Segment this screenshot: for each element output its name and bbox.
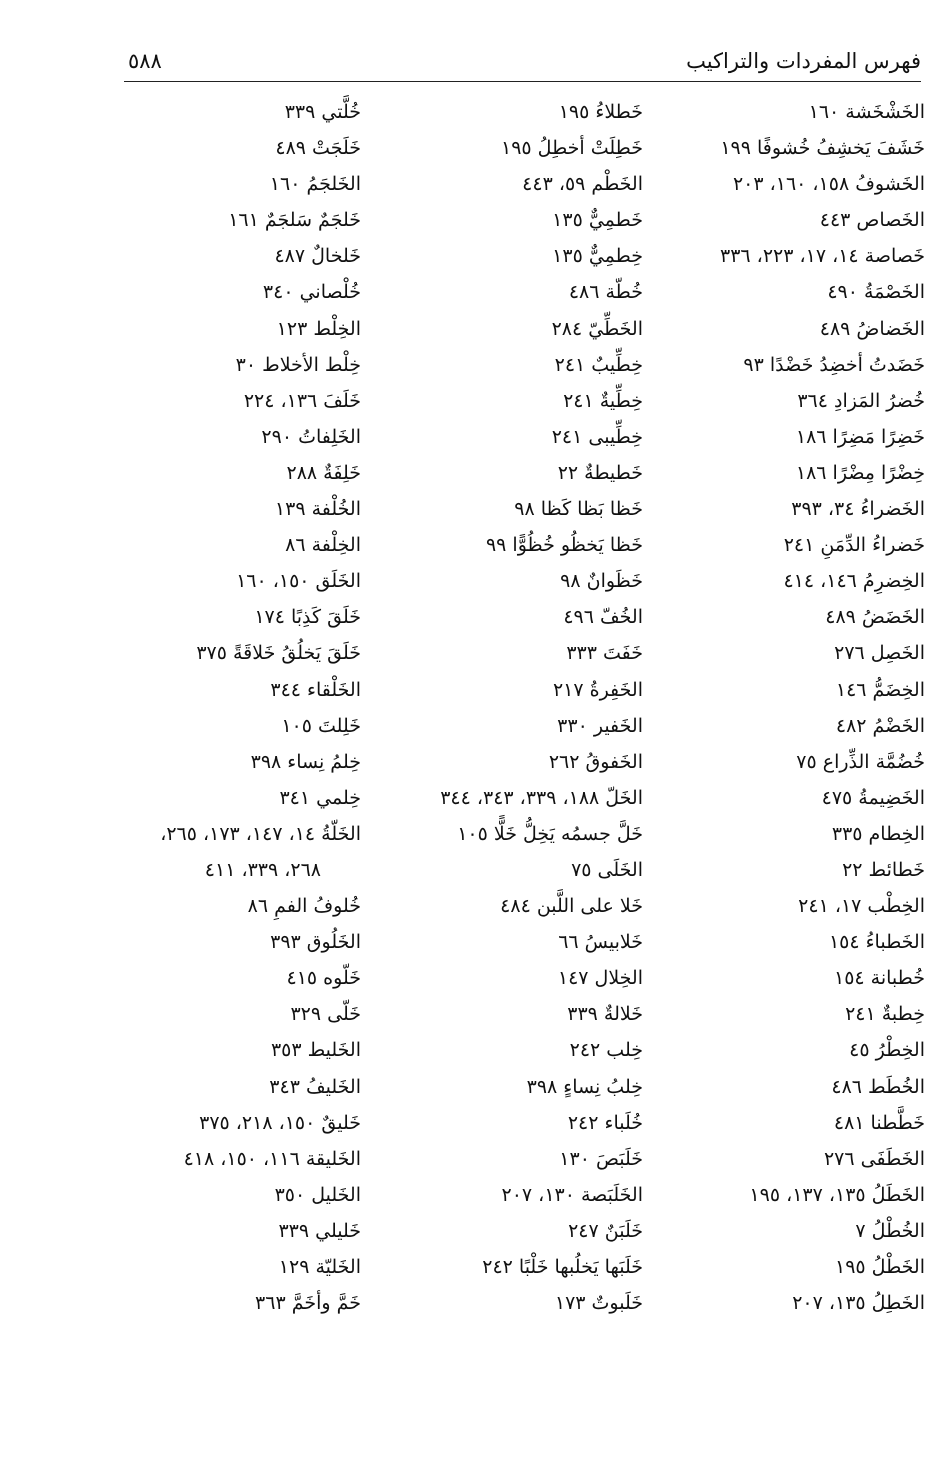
index-entry: خِلْط الأخلاط ٣٠: [235, 353, 361, 376]
index-entry: خُضُمَّة الذِّراع ٧٥: [796, 750, 925, 773]
index-entry: الخَفوقُ ٢٦٢: [548, 750, 643, 773]
index-entry: الخَطْلُ ١٩٥: [835, 1256, 925, 1278]
index-entry: خَلَبَها يَخلُبها خَلْبًا ٢٤٢: [482, 1256, 643, 1278]
index-entry: خَليلي ٣٣٩: [278, 1219, 361, 1242]
index-entry: خِلمُ نِساء ٣٩٨: [250, 750, 361, 773]
index-entry: الخَطِّيّ ٢٨٤: [551, 317, 643, 340]
index-entry: الخَلجَمُ ١٦٠: [269, 173, 361, 196]
index-entry: الخَطباءُ ١٥٤: [828, 931, 925, 954]
index-entry: الخَطِلُ ١٣٥، ٢٠٧: [792, 1292, 925, 1315]
index-entry: الخَليفُ ٣٤٣: [269, 1075, 361, 1098]
index-entry: الخَليّة ١٢٩: [278, 1256, 361, 1278]
index-entry: خَظا يَخظُو خُظُوًّا ٩٩: [485, 534, 643, 557]
index-entry: خَلَقَ كَذِبًا ١٧٤: [254, 606, 361, 629]
index-entry: خَلجَمٌ سَلجَمٌ ١٦١: [228, 209, 361, 232]
index-entry: الخَلِفاتُ ٢٩٠: [261, 425, 361, 448]
index-entry: الخِلْفة ٨٦: [285, 534, 361, 557]
index-entry: الخَلَى ٧٥: [571, 858, 643, 881]
index-column-3: [99, 94, 361, 1321]
index-entry: خَلَّ جسمُه يَخِلُّ خَلًّا ١٠٥: [457, 822, 643, 845]
index-entry: خَلّوه ٤١٥: [286, 967, 361, 990]
index-entry: الخَطَلُ ١٣٥، ١٣٧، ١٩٥: [749, 1183, 925, 1206]
index-entry: الخِضَمُّ ١٤٦: [835, 678, 925, 701]
index-entry: خَلَجَتْ ٤٨٩: [275, 137, 361, 160]
index-entry: خِلب ٢٤٢: [569, 1039, 643, 1062]
index-entry: خِلبُ نِساءٍ ٣٩٨: [526, 1075, 643, 1098]
index-entry: خَطيطةٌ ٢٢: [557, 461, 643, 484]
index-entry: خَليقٌ ١٥٠، ٢١٨، ٣٧٥: [199, 1111, 361, 1134]
index-entry: خَطائط ٢٢: [842, 858, 925, 881]
index-entry: خَضَدتُ أخضِدُ خَضْدًا ٩٣: [743, 353, 925, 376]
index-entry: خَظَوانٌ ٩٨: [560, 570, 643, 593]
index-entry: الخَضاضُ ٤٨٩: [819, 317, 925, 340]
index-entry: الخِضرِمُ ١٤٦، ٤١٤: [783, 570, 925, 593]
index-entry: خُلوفُ الفمِ ٨٦: [247, 895, 361, 918]
index-entry: الخَفِرةُ ٢١٧: [552, 678, 643, 701]
index-entry: خُطّة ٤٨٦: [568, 281, 643, 304]
index-entry: خَمَّ وأخَمَّ ٣٦٣: [255, 1292, 361, 1315]
index-entry: الخَصِل ٢٧٦: [834, 642, 925, 665]
index-entry: الخَضَضُ ٤٨٩: [825, 606, 925, 629]
index-entry: خَطِلَتْ أخطِلُ ١٩٥: [501, 137, 643, 160]
index-entry: الخَصْمَةُ ٤٩٠: [827, 281, 925, 304]
index-entry: الخَطْم ٥٩، ٤٤٣: [522, 173, 643, 196]
index-entry: الخَليل ٣٥٠: [274, 1183, 361, 1206]
index-entry: خِطبةٌ ٢٤١: [845, 1003, 925, 1026]
index-entry: ٢٦٨، ٣٣٩، ٤١١: [204, 858, 321, 881]
index-entry: خِضْرًا مِضْرًا ١٨٦: [795, 461, 925, 484]
index-entry: الخُلْفة ١٣٩: [274, 498, 361, 521]
index-entry: الخَشْخَشة ١٦٠: [808, 101, 925, 123]
index-entry: خُلْصاني ٣٤٠: [262, 281, 361, 304]
index-entry: خُضرُ المَزادِ ٣٦٤: [797, 389, 925, 412]
index-entry: خَظا بَظا كَظا ٩٨: [514, 498, 643, 521]
index-entry: خَفَتَ ٣٣٣: [566, 642, 643, 665]
index-entry: خَطَّطنا ٤٨١: [833, 1111, 925, 1134]
index-entry: الخُطَط ٤٨٦: [831, 1075, 925, 1098]
page-number: ٥٨٨: [128, 49, 162, 73]
index-entry: خَلِفَةٌ ٢٨٨: [286, 461, 361, 484]
index-entry: الخِطام ٣٣٥: [831, 822, 925, 845]
index-entry: خَطلاءُ ١٩٥: [558, 101, 643, 123]
index-entry: الخَشوفُ ١٥٨، ١٦٠، ٢٠٣: [732, 173, 925, 196]
index-entry: خِطِّيبى ٢٤١: [551, 425, 643, 448]
index-entry: خُطبانة ١٥٤: [834, 967, 925, 990]
index-entry: خَلّى ٣٢٩: [290, 1003, 361, 1026]
index-entry: الخَضراءُ ٣٤، ٣٩٣: [791, 498, 925, 521]
index-entry: خِطِّيةٌ ٢٤١: [563, 389, 643, 412]
index-entry: خَلابيسُ ٦٦: [558, 931, 643, 954]
index-entry: الخَلّةُ ١٤، ١٤٧، ١٧٣، ٢٦٥،: [160, 822, 361, 845]
index-entry: خَلَقَ يَخلُقُ خَلاقَةً ٣٧٥: [196, 642, 361, 665]
index-entry: الخَلْقاء ٣٤٤: [270, 678, 361, 701]
index-entry: خَلَبوتٌ ١٧٣: [554, 1292, 643, 1315]
index-entry: الخَليط ٣٥٣: [270, 1039, 361, 1062]
index-entry: الخَلّ ١٨٨، ٣٣٩، ٣٤٣، ٣٤٤: [440, 786, 643, 809]
index-columns: [100, 94, 925, 1334]
index-entry: خِطِّيبٌ ٢٤١: [554, 353, 643, 376]
index-entry: خَضِرًا مَضِرًا ١٨٦: [795, 425, 925, 448]
index-column-1: [663, 94, 925, 1321]
index-entry: خُلَباء ٢٤٢: [567, 1111, 643, 1134]
index-column-2: [381, 94, 643, 1321]
index-entry: خَلِلتَ ١٠٥: [281, 714, 361, 737]
index-entry: خَطمِيٌّ ١٣٥: [552, 209, 643, 232]
index-entry: خِلمي ٣٤١: [279, 786, 361, 809]
index-entry: خُلَّتي ٣٣٩: [284, 101, 361, 123]
index-entry: خَلَبَصَ ١٣٠: [559, 1147, 643, 1170]
index-entry: الخَصاص ٤٤٣: [819, 209, 925, 232]
index-entry: الخِلْط ١٢٣: [276, 317, 361, 340]
page-header: [124, 45, 921, 82]
index-entry: الخَضْمُ ٤٨٢: [835, 714, 925, 737]
index-entry: خَلالةٌ ٣٣٩: [567, 1003, 643, 1026]
index-entry: الخَفير ٣٣٠: [557, 714, 643, 737]
index-entry: الخَليقة ١١٦، ١٥٠، ٤١٨: [183, 1147, 361, 1170]
index-entry: الخِلال ١٤٧: [557, 967, 643, 990]
index-entry: الخَلَبَصة ١٣٠، ٢٠٧: [501, 1183, 643, 1206]
index-entry: الخَطَفَى ٢٧٦: [823, 1147, 925, 1170]
index-entry: الخَضِيمةُ ٤٧٥: [821, 786, 925, 809]
index-entry: خَضراءُ الدِّمَنِ ٢٤١: [783, 534, 925, 557]
index-entry: خَشَفَ يَخشِفُ خُشوفًا ١٩٩: [720, 137, 925, 160]
page-title: فهرس المفردات والتراكيب: [686, 49, 921, 73]
index-entry: الخِطْرُ ٤٥: [849, 1039, 925, 1062]
index-entry: خَلَبَنٌ ٢٤٧: [568, 1219, 643, 1242]
index-entry: خَلخالٌ ٤٨٧: [274, 245, 361, 268]
index-entry: الخُطْلُ ٧: [855, 1219, 925, 1242]
index-entry: خَلَفَ ١٣٦، ٢٢٤: [243, 389, 361, 412]
index-entry: خَلا على اللَّبن ٤٨٤: [500, 895, 643, 918]
index-entry: خَصاصة ١٤، ١٧، ٢٢٣، ٣٣٦: [720, 245, 925, 268]
index-entry: خِطمِيٌّ ١٣٥: [552, 245, 643, 268]
index-entry: الخَلَق ١٥٠، ١٦٠: [236, 570, 361, 593]
index-entry: الخُفّ ٤٩٦: [563, 606, 643, 629]
index-entry: الخِطْب ١٧، ٢٤١: [798, 895, 925, 918]
index-entry: الخَلُوق ٣٩٣: [270, 931, 361, 954]
